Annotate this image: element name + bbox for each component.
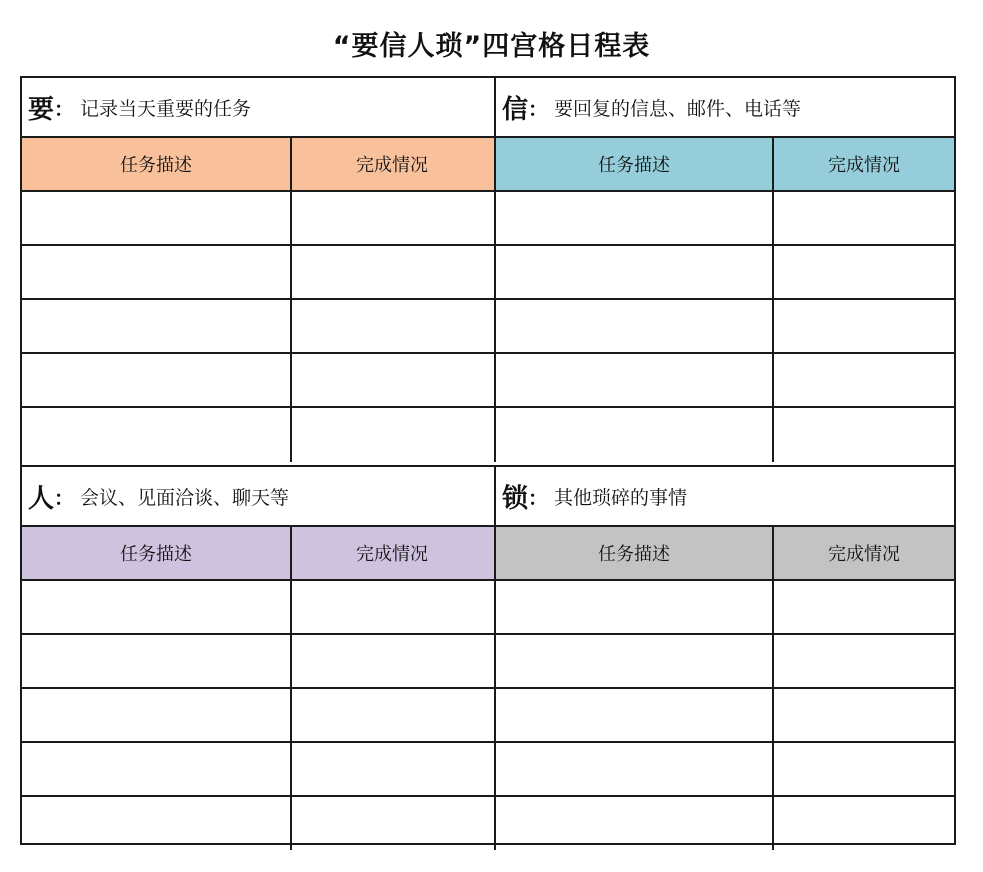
- quadrant-colon: ：: [54, 485, 75, 510]
- status-cell[interactable]: [292, 354, 492, 406]
- quadrant-header: [496, 78, 954, 138]
- table-row: [496, 689, 954, 743]
- table-row: [496, 408, 954, 462]
- table-row: [496, 797, 954, 850]
- table-row: [22, 797, 494, 850]
- table-row: [496, 635, 954, 689]
- task-cell[interactable]: [22, 689, 292, 741]
- task-cell[interactable]: [22, 635, 292, 687]
- status-cell[interactable]: [774, 635, 954, 687]
- task-cell[interactable]: [22, 300, 292, 352]
- task-cell[interactable]: [496, 689, 774, 741]
- quadrant-colon: ：: [54, 96, 75, 121]
- column-header-row: [22, 527, 494, 581]
- table-row: [22, 408, 494, 462]
- task-cell[interactable]: [496, 246, 774, 298]
- status-cell[interactable]: [292, 797, 492, 850]
- task-cell[interactable]: [22, 797, 292, 850]
- table-row: [496, 743, 954, 797]
- quadrant-description: 会议、见面洽谈、聊天等: [80, 486, 290, 509]
- task-cell[interactable]: [496, 743, 774, 795]
- table-row: [22, 246, 494, 300]
- task-cell[interactable]: [496, 354, 774, 406]
- status-cell[interactable]: [774, 300, 954, 352]
- quadrant-colon: ：: [528, 96, 549, 121]
- table-row: [22, 743, 494, 797]
- quadrant-key: 锁: [502, 483, 529, 514]
- status-cell[interactable]: [774, 192, 954, 244]
- status-cell[interactable]: [292, 581, 492, 633]
- task-cell[interactable]: [22, 246, 292, 298]
- quadrant-description: 要回复的信息、邮件、电话等: [554, 97, 802, 120]
- status-cell[interactable]: [292, 300, 492, 352]
- table-row: [496, 354, 954, 408]
- column-task-header: 任务描述: [22, 138, 292, 190]
- task-cell[interactable]: [496, 300, 774, 352]
- status-cell[interactable]: [292, 689, 492, 741]
- column-task-header: 任务描述: [496, 138, 774, 190]
- column-header-row: [22, 138, 494, 192]
- table-row: [496, 246, 954, 300]
- status-cell[interactable]: [292, 743, 492, 795]
- status-cell[interactable]: [292, 192, 492, 244]
- status-cell[interactable]: [774, 797, 954, 850]
- task-cell[interactable]: [22, 192, 292, 244]
- schedule-grid: [20, 76, 956, 845]
- column-status-header: 完成情况: [356, 544, 428, 565]
- status-cell[interactable]: [292, 635, 492, 687]
- status-cell[interactable]: [774, 246, 954, 298]
- task-cell[interactable]: [496, 408, 774, 462]
- quadrant-header: [22, 467, 494, 527]
- task-cell[interactable]: [22, 408, 292, 462]
- table-row: [22, 192, 494, 246]
- task-cell[interactable]: [22, 354, 292, 406]
- status-cell[interactable]: [774, 354, 954, 406]
- table-row: [496, 192, 954, 246]
- quadrant-colon: ：: [528, 485, 549, 510]
- column-task-header: 任务描述: [496, 527, 774, 579]
- quadrant-people: [22, 465, 494, 850]
- column-header-row: [496, 527, 954, 581]
- column-task-header: 任务描述: [22, 527, 292, 579]
- task-cell[interactable]: [496, 192, 774, 244]
- task-cell[interactable]: [496, 581, 774, 633]
- quadrant-key: 信: [502, 94, 529, 125]
- status-cell[interactable]: [774, 408, 954, 462]
- status-cell[interactable]: [774, 743, 954, 795]
- status-cell[interactable]: [292, 246, 492, 298]
- quadrant-important: [22, 78, 494, 462]
- task-cell[interactable]: [496, 797, 774, 850]
- status-cell[interactable]: [774, 581, 954, 633]
- table-row: [22, 581, 494, 635]
- quadrant-key: 人: [28, 483, 55, 514]
- table-row: [496, 300, 954, 354]
- table-row: [22, 689, 494, 743]
- column-status-header: 完成情况: [828, 155, 900, 176]
- quadrant-description: 其他琐碎的事情: [554, 486, 688, 509]
- quadrant-messages: [494, 78, 954, 462]
- status-cell[interactable]: [292, 408, 492, 462]
- task-cell[interactable]: [22, 743, 292, 795]
- status-cell[interactable]: [774, 689, 954, 741]
- quadrant-header: [496, 467, 954, 527]
- table-row: [22, 300, 494, 354]
- column-status-header: 完成情况: [828, 544, 900, 565]
- table-row: [22, 354, 494, 408]
- quadrant-description: 记录当天重要的任务: [80, 97, 252, 120]
- table-row: [496, 581, 954, 635]
- task-cell[interactable]: [496, 635, 774, 687]
- quadrant-header: [22, 78, 494, 138]
- column-header-row: [496, 138, 954, 192]
- column-status-header: 完成情况: [356, 155, 428, 176]
- task-cell[interactable]: [22, 581, 292, 633]
- quadrant-key: 要: [28, 94, 55, 125]
- page-title: “要信人琐”四宫格日程表: [332, 31, 651, 62]
- quadrant-misc: [494, 465, 954, 850]
- table-row: [22, 635, 494, 689]
